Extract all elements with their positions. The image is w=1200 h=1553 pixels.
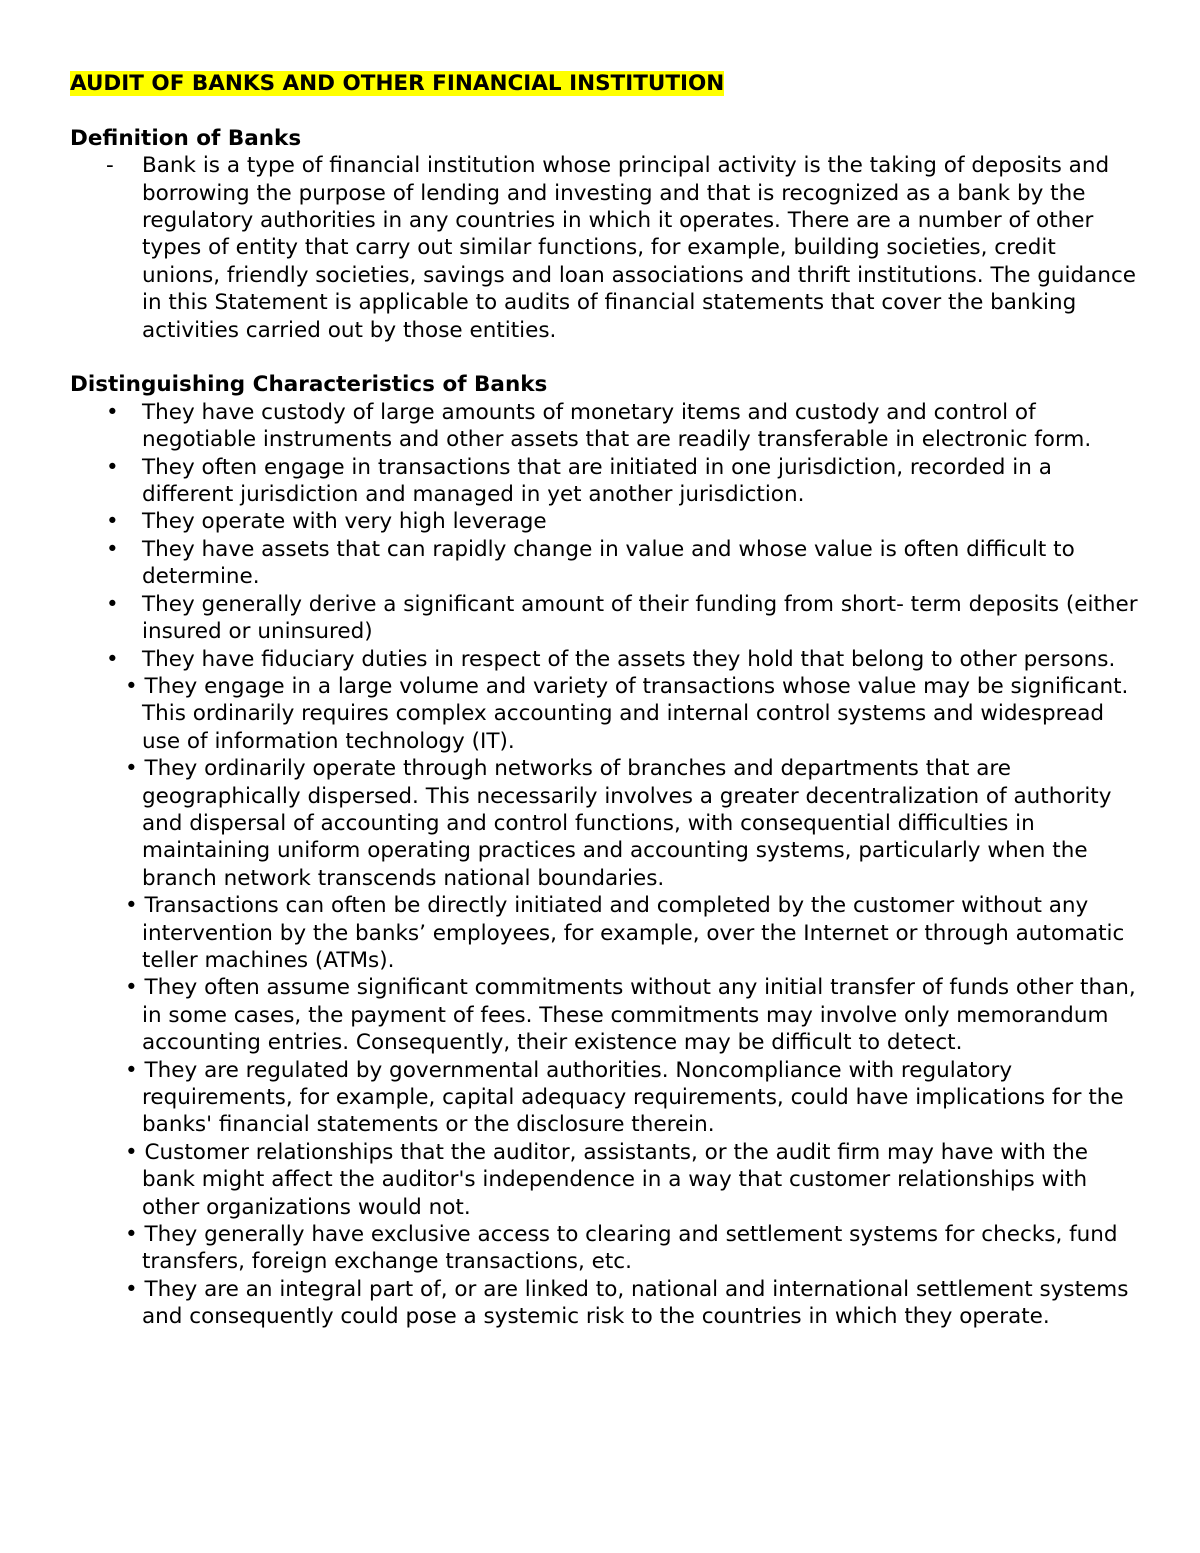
spacer xyxy=(70,344,1140,371)
list-item xyxy=(70,508,1140,535)
list-item xyxy=(70,454,1140,509)
bullet-marker: • xyxy=(106,536,119,562)
list-item-text: They have fiduciary duties in respect of the assets they hold that belong to other persons. xyxy=(142,646,1116,672)
definition-list xyxy=(70,152,1140,344)
list-item xyxy=(70,591,1140,646)
bullet-marker: • xyxy=(125,1276,145,1302)
list-item-text: They generally have exclusive access to clearing and settlement systems for checks, fund transfers, foreign exchange transactions, etc. xyxy=(142,1222,1118,1275)
list-item-text: They often engage in transactions that are initiated in one jurisdiction, recorded in a different jurisdiction and managed in yet another jurisdiction. xyxy=(142,454,1052,508)
list-item xyxy=(70,892,1140,974)
characteristics-list-a xyxy=(70,399,1140,673)
list-item-text: Customer relationships that the auditor, assistants, or the audit firm may have with the bank might affect the auditor's independence in a way that customer relationships with other organizations would not. xyxy=(142,1139,1089,1220)
list-item xyxy=(70,673,1140,755)
list-item-text: They operate with very high leverage xyxy=(142,509,547,535)
list-item-text: Transactions can often be directly initiated and completed by the customer without any intervention by the banks’ employees, for example, over the Internet or through automatic teller machines (ATMs). xyxy=(142,893,1125,973)
list-item xyxy=(70,1221,1140,1276)
bullet-marker: • xyxy=(125,893,145,919)
list-item xyxy=(70,399,1140,454)
list-item xyxy=(70,536,1140,591)
list-item-text: They are regulated by governmental authorities. Noncompliance with regulatory requirements, for example, capital adequacy requirements, could have implications for the banks' financial statements or the disclosure therein. xyxy=(142,1057,1124,1138)
list-item-text: They engage in a large volume and variety of transactions whose value may be significant. This ordinarily requires complex accounting and internal control systems and widespread use of information technology (IT). xyxy=(142,673,1129,754)
list-item xyxy=(70,974,1140,1056)
list-item xyxy=(70,1276,1140,1331)
bullet-marker: • xyxy=(106,399,119,425)
definition-text: Bank is a type of financial institution whose principal activity is the taking of deposits and borrowing the purpose of lending and investing and that is recognized as a bank by the regulatory authorities in any countries in which it operates. There are a number of other types of entity that carry out similar functions, for example, building societies, credit unions, friendly societies, savings and loan associations and thrift institutions. The guidance in this Statement is applicable to audits of financial statements that cover the banking activities carried out by those entities. xyxy=(142,153,1137,343)
bullet-marker: • xyxy=(125,1222,145,1248)
document-page xyxy=(70,70,1140,1331)
list-item xyxy=(70,152,1140,344)
list-item xyxy=(70,1139,1140,1221)
list-item-text: They have custody of large amounts of monetary items and custody and control of negotiable instruments and other assets that are readily transferable in electronic form. xyxy=(142,399,1092,453)
spacer xyxy=(70,97,1140,124)
bullet-marker: • xyxy=(125,1139,145,1165)
bullet-marker: • xyxy=(106,454,119,480)
bullet-marker: • xyxy=(125,756,145,782)
characteristics-list-b xyxy=(70,673,1140,1331)
list-item-text: They have assets that can rapidly change in value and whose value is often difficult to determine. xyxy=(142,536,1075,590)
list-item-text: They are an integral part of, or are linked to, national and international settlement systems and consequently could pose a systemic risk to the countries in which they operate. xyxy=(142,1276,1129,1330)
list-item xyxy=(70,755,1140,892)
dash-marker: - xyxy=(106,153,114,179)
list-item xyxy=(70,1057,1140,1139)
bullet-marker: • xyxy=(125,975,145,1001)
list-item-text: They often assume significant commitments without any initial transfer of funds other than, in some cases, the payment of fees. These commitments may involve only memorandum accounting entries. Consequently, their existence may be difficult to detect. xyxy=(142,975,1136,1056)
bullet-marker: • xyxy=(106,591,119,617)
bullet-marker: • xyxy=(125,673,145,699)
document-title xyxy=(70,70,1140,97)
definition-heading: Definition of Banks xyxy=(70,125,302,151)
list-item xyxy=(70,646,1140,673)
bullet-marker: • xyxy=(106,509,119,535)
list-item-text: They generally derive a significant amount of their funding from short- term deposits (either insured or uninsured) xyxy=(142,591,1138,645)
list-item-text: They ordinarily operate through networks of branches and departments that are geographically dispersed. This necessarily involves a greater decentralization of authority and dispersal of accounting and control functions, with consequential difficulties in maintaining uniform operating practices and accounting systems, particularly when the branch network transcends national boundaries. xyxy=(142,756,1112,891)
title-highlight: AUDIT OF BANKS AND OTHER FINANCIAL INSTITUTION xyxy=(70,71,725,96)
characteristics-heading: Distinguishing Characteristics of Banks xyxy=(70,372,548,398)
bullet-marker: • xyxy=(125,1057,145,1083)
bullet-marker: • xyxy=(106,646,119,672)
